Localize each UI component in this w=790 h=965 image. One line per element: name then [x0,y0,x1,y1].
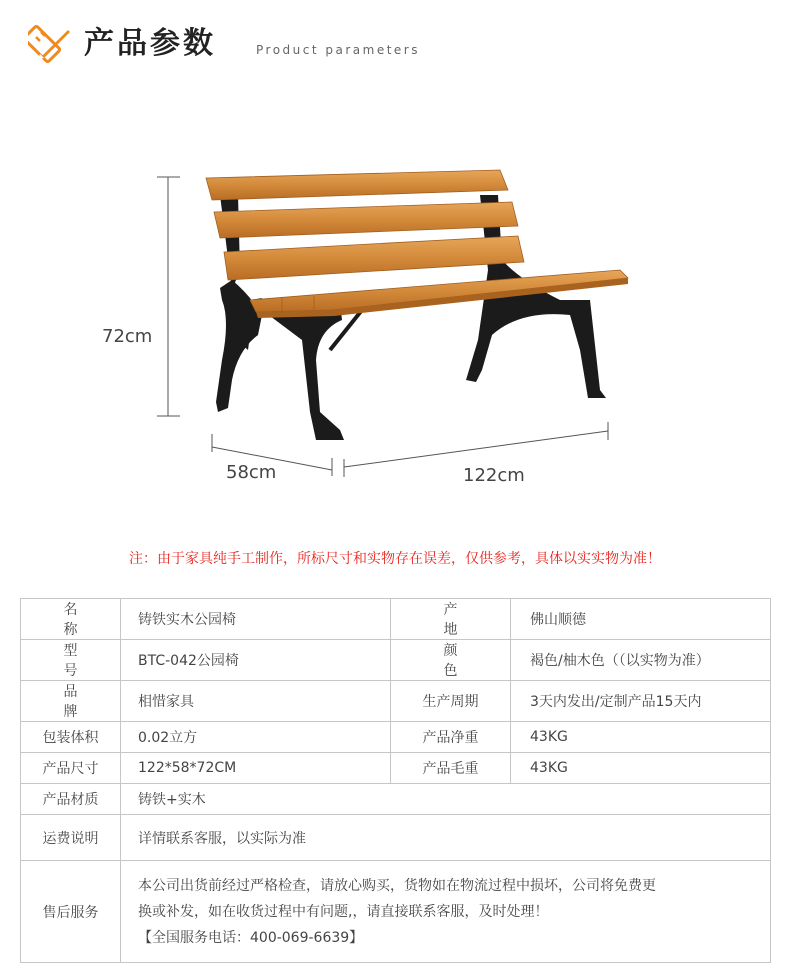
page-subtitle: Product parameters [256,43,420,57]
spec-label: 型 号 [21,640,121,681]
aftersale-text [121,861,771,963]
spec-value: 3天内发出/定制产品15天内 [511,681,771,722]
service-phone: 【全国服务电话：400-069-6639】 [138,929,364,946]
section-header [28,22,768,66]
spec-label: 品 牌 [21,681,121,722]
table-row [21,753,771,784]
spec-label: 名 称 [21,599,121,640]
bench-image [0,150,790,500]
spec-value: 佛山顺德 [511,599,771,640]
table-row [21,815,771,861]
spec-label: 包装体积 [21,722,121,753]
aftersale-line: 本公司出货前经过严格检查，请放心购买，货物如在物流过程中损坏，公司将免费更 [138,877,656,894]
spec-label: 生产周期 [391,681,511,722]
table-row [21,681,771,722]
spec-label: 产品净重 [391,722,511,753]
spec-table [20,598,771,963]
table-row [21,599,771,640]
spec-label: 产品尺寸 [21,753,121,784]
table-row [21,784,771,815]
spec-value: 褐色/柚木色（（以实物为准） [511,640,771,681]
page-title: 产品参数 [84,26,216,61]
spec-label: 售后服务 [21,861,121,963]
spec-label: 颜 色 [391,640,511,681]
dimension-depth-label: 58cm [226,462,277,483]
spec-value: 0.02立方 [121,722,391,753]
table-row [21,861,771,963]
spec-value: 43KG [511,753,771,784]
dimension-height-label: 72cm [102,326,153,347]
spec-value: 铸铁实木公园椅 [121,599,391,640]
table-row [21,640,771,681]
aftersale-line: 换或补发，如在收货过程中有问题,，请直接联系客服，及时处理！ [138,903,549,920]
pencil-ruler-icon [28,22,72,66]
spec-label: 产品毛重 [391,753,511,784]
spec-label: 产 地 [391,599,511,640]
spec-value: 122*58*72CM [121,753,391,784]
spec-value: 43KG [511,722,771,753]
table-row [21,722,771,753]
spec-value: 相惜家具 [121,681,391,722]
disclaimer-notice: 注：由于家具纯手工制作，所标尺寸和实物存在误差，仅供参考，具体以实实物为准！ [129,551,661,567]
spec-value: 铸铁+实木 [121,784,771,815]
dimension-width-label: 122cm [463,465,525,486]
product-illustration [0,150,790,500]
spec-value: 详情联系客服，以实际为准 [121,815,771,861]
spec-label: 产品材质 [21,784,121,815]
spec-value: BTC-042公园椅 [121,640,391,681]
spec-label: 运费说明 [21,815,121,861]
